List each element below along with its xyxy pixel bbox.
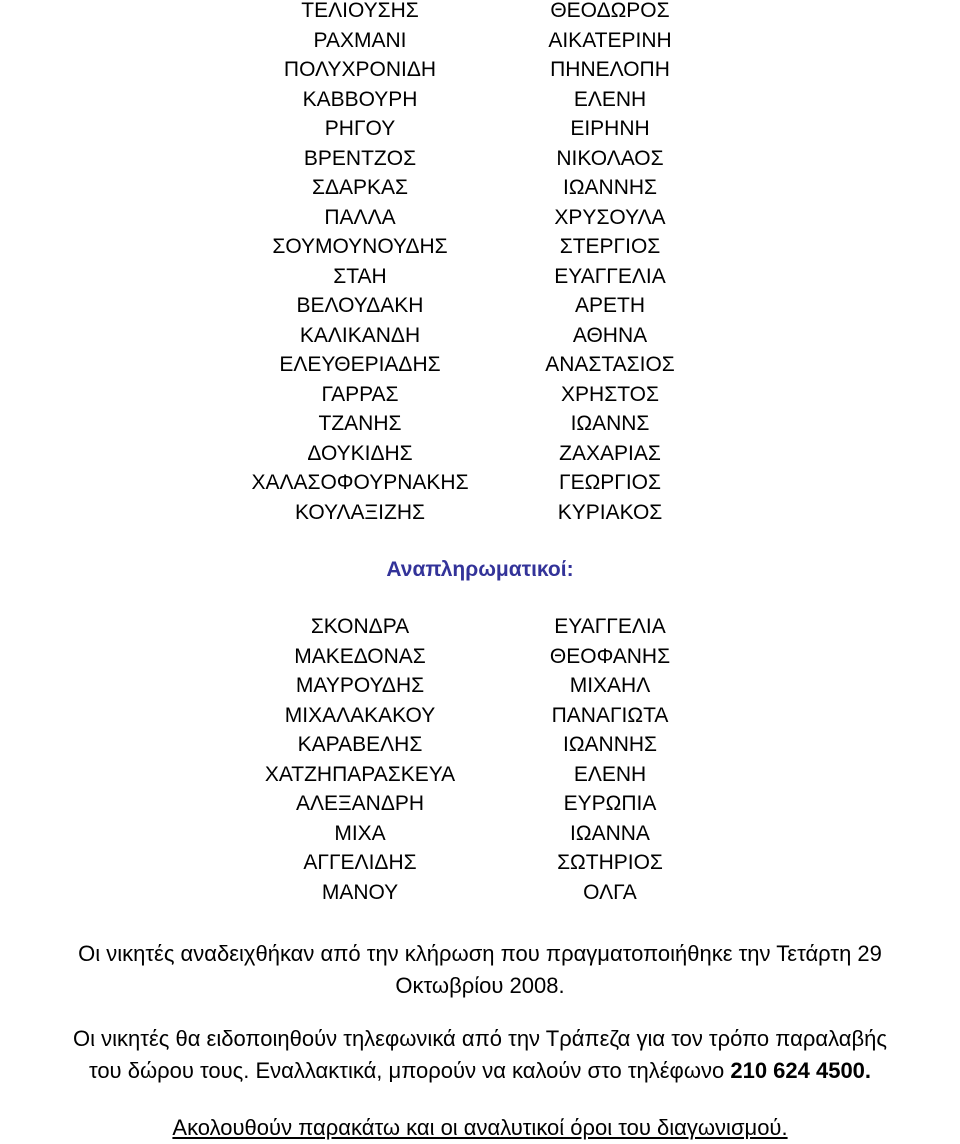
winner-first-name: ΕΛΕΝΗ [573,87,647,111]
substitute-first-name: ΙΩΑΝΝΑ [570,821,650,845]
terms-link[interactable]: Ακολουθούν παρακάτω και οι αναλυτικοί όροι του διαγωνισμού. [172,1115,788,1140]
winner-first-name: ΣΤΕΡΓΙΟΣ [559,235,661,258]
substitute-first-name: ΟΛΓΑ [583,880,637,904]
winner-first-name: ΙΩΑΝΝΗΣ [562,176,658,199]
winner-first-name: ΘΕΟΔΩΡΟΣ [550,0,670,22]
substitute-first-name: ΕΛΕΝΗ [573,762,647,786]
notification-line-2 [0,1055,960,1087]
winner-surname: ΕΛΕΥΘΕΡΙΑΔΗΣ [279,353,441,376]
winner-first-name: ΧΡΗΣΤΟΣ [561,382,659,406]
substitute-surname: ΚΑΡΑΒΕΛΗΣ [297,733,423,756]
winner-surname: ΚΟΥΛΑΞΙΖΗΣ [295,500,425,524]
winner-surname: ΡΑΧΜΑΝΙ [313,28,407,52]
substitute-surname: ΑΓΓΕΛΙΔΗΣ [303,851,417,874]
draw-date-paragraph [0,938,960,1002]
substitutes-table [0,612,960,912]
substitute-first-name: ΜΙΧΑΗΛ [569,674,651,697]
substitute-surname: ΧΑΤΖΗΠΑΡΑΣΚΕΥΑ [264,762,456,786]
winner-first-name: ΑΙΚΑΤΕΡΙΝΗ [548,28,672,52]
substitute-first-name: ΕΥΡΩΠΙΑ [563,792,657,815]
substitute-surname: ΜΑΚΕΔΟΝΑΣ [294,644,426,668]
substitute-surname: ΣΚΟΝΔΡΑ [310,615,410,638]
winner-surname: ΠΑΛΛΑ [324,205,396,229]
winner-surname: ΣΤΑΗ [333,264,387,288]
substitute-surname: ΜΑΥΡΟΥΔΗΣ [295,674,425,697]
winner-first-name: ΧΡΥΣΟΥΛΑ [554,205,666,229]
substitute-surname: ΜΙΧΑ [334,821,386,845]
winner-surname: ΒΡΕΝΤΖΟΣ [303,146,417,170]
winner-surname: ΓΑΡΡΑΣ [321,382,399,406]
winner-first-name: ΑΘΗΝΑ [572,323,648,347]
winner-surname: ΔΟΥΚΙΔΗΣ [307,441,413,465]
draw-date-line-1: Οι νικητές αναδειχθήκαν από την κλήρωση που πραγματοποιήθηκε την Τετάρτη 29 [78,941,882,966]
winners-table [0,0,960,536]
winner-first-name: ΝΙΚΟΛΑΟΣ [556,146,664,170]
winner-first-name: ΕΙΡΗΝΗ [570,117,650,140]
substitutes-heading: Αναπληρωματικοί: [386,558,574,581]
winner-surname: ΚΑΒΒΟΥΡΗ [302,87,418,111]
substitute-surname: ΜΙΧΑΛΑΚΑΚΟΥ [284,703,436,727]
substitute-first-name: ΙΩΑΝΝΗΣ [562,733,658,756]
substitute-first-name: ΘΕΟΦΑΝΗΣ [549,644,671,668]
notification-paragraph [0,1023,960,1087]
winner-first-name: ΓΕΩΡΓΙΟΣ [559,471,661,494]
substitutes-first-name-column [430,612,790,907]
winner-first-name: ΑΝΑΣΤΑΣΙΟΣ [545,353,675,376]
winner-surname: ΒΕΛΟΥΔΑΚΗ [296,294,424,317]
substitute-first-name: ΠΑΝΑΓΙΩΤΑ [551,703,669,727]
winner-surname: ΤΖΑΝΗΣ [318,412,402,435]
winner-first-name: ΙΩΑΝΝΣ [570,412,650,435]
winner-surname: ΠΟΛΥΧΡΟΝΙΔΗ [283,58,437,81]
winner-first-name: ΠΗΝΕΛΟΠΗ [550,58,670,81]
notification-line-2-text: του δώρου τους. Εναλλακτικά, μπορούν να καλούν στο τηλέφωνο [88,1058,731,1083]
substitute-surname: ΑΛΕΞΑΝΔΡΗ [295,792,425,815]
winner-first-name: ΕΥΑΓΓΕΛΙΑ [554,264,666,288]
substitute-first-name: ΣΩΤΗΡΙΟΣ [557,851,663,874]
winners-first-name-column [430,0,790,527]
winner-surname: ΤΕΛΙΟΥΣΗΣ [301,0,419,22]
phone-number: 210 624 4500. [730,1058,872,1083]
substitute-first-name: ΕΥΑΓΓΕΛΙΑ [554,615,666,638]
substitute-surname: ΜΑΝΟΥ [321,880,399,904]
notification-line-1: Οι νικητές θα ειδοποιηθούν τηλεφωνικά από την Τράπεζα για τον τρόπο παραλαβής [73,1026,887,1051]
winner-surname: ΧΑΛΑΣΟΦΟΥΡΝΑΚΗΣ [251,471,469,494]
winner-first-name: ΚΥΡΙΑΚΟΣ [557,500,663,524]
winner-first-name: ΖΑΧΑΡΙΑΣ [559,441,661,465]
winner-surname: ΚΑΛΙΚΑΝΔΗ [299,323,421,347]
draw-date-line-2: Οκτωβρίου 2008. [395,973,565,998]
winner-first-name: ΑΡΕΤΗ [574,294,645,317]
winner-surname: ΣΔΑΡΚΑΣ [311,176,409,199]
winner-surname: ΣΟΥΜΟΥΝΟΥΔΗΣ [272,235,448,258]
winner-surname: ΡΗΓΟΥ [324,117,396,140]
